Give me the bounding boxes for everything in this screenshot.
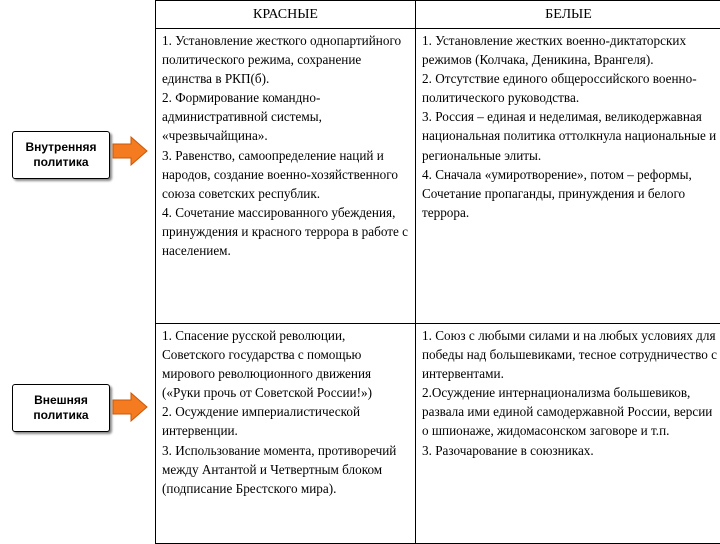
cell-reds-foreign [156,324,416,544]
label-foreign-policy [12,384,110,432]
header-reds: КРАСНЫЕ [156,1,416,29]
header-whites: БЕЛЫЕ [416,1,720,29]
list-item: 1. Спасение русской революции, Советского государства с помощью мирового революционного движения («Руки прочь от Советской России!») [162,326,411,402]
label-internal-line2: политика [25,155,96,170]
label-foreign-line2: политика [33,408,88,423]
list-item: 1. Союз с любыми силами и на любых условиях для победы над большевиками, тесное сотрудничество с интервентами. [422,326,717,383]
list-item: 4. Сначала «умиротворение», потом – реформы, Сочетание пропаганды, принуждения и белого террора. [422,165,717,222]
cell-whites-foreign [416,324,720,544]
cell-reds-internal [156,29,416,324]
right-arrow-icon [112,392,148,422]
list-item: 4. Сочетание массированного убеждения, принуждения и красного террора в работе с населением. [162,203,411,260]
list-item: 3. Разочарование в союзниках. [422,441,717,460]
list-item: 2. Осуждение империалистической интервенции. [162,402,411,440]
list-item: 3. Равенство, самоопределение наций и народов, создание военно-хозяйственного союза советских республик. [162,146,411,203]
list-item: 2.Осуждение интернационализма большевиков, развала ими единой самодержавной России, версии о шпионаже, жидомасонском заговоре и т.п. [422,383,717,440]
header-row [156,1,720,29]
table-row-internal [156,29,720,324]
label-internal-line1: Внутренняя [25,140,96,155]
table-row-foreign [156,324,720,544]
list-item: 3. Россия – единая и неделимая, великодержавная национальная политика оттолкнула национальные и региональные элиты. [422,107,717,164]
label-foreign-line1: Внешняя [33,393,88,408]
list-item: 3. Использование момента, противоречий между Антантой и Четвертным блоком (подписание Брестского мира). [162,441,411,498]
list-item: 2. Формирование командно-административной системы, «чрезвычайщина». [162,88,411,145]
label-internal-policy [12,131,110,179]
list-item: 1. Установление жесткого однопартийного политического режима, сохранение единства в РКП(б). [162,31,411,88]
list-item: 2. Отсутствие единого общероссийского военно-политического руководства. [422,69,717,107]
comparison-table [155,0,720,544]
cell-whites-internal [416,29,720,324]
list-item: 1. Установление жестких военно-диктаторских режимов (Колчака, Деникина, Врангеля). [422,31,717,69]
right-arrow-icon [112,136,148,166]
